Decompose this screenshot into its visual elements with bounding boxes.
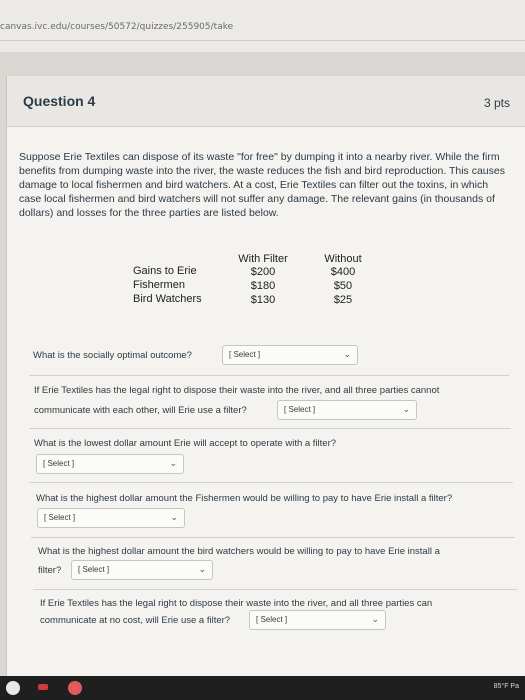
item-1-select[interactable] [222,345,358,365]
item-2-select[interactable] [277,400,417,420]
select-value: [ Select ] [78,565,110,574]
select-value: [ Select ] [256,615,288,624]
select-value: [ Select ] [43,459,75,468]
app-icon[interactable] [38,684,48,690]
item-6-text-cont: communicate at no cost, will Erie use a filter? [40,615,231,626]
table-cell: $25 [333,294,353,306]
table-row-label: Bird Watchers [133,293,202,305]
item-3-select[interactable] [36,454,184,474]
divider [29,482,513,483]
question-header [7,76,525,127]
question-title: Question 4 [23,93,96,109]
table-cell: $180 [250,280,276,292]
divider [33,589,517,590]
table-row-label: Fishermen [133,279,185,291]
item-6-select[interactable] [249,610,386,630]
start-icon[interactable] [6,681,20,695]
table-cell: $200 [250,266,276,278]
item-4-text: What is the highest dollar amount the Fishermen would be willing to pay to have Erie install a filter? [36,493,453,504]
divider [29,375,509,376]
table-header-with-filter: With Filter [238,253,288,265]
os-taskbar [0,676,525,700]
chevron-down-icon: ⌄ [371,614,379,624]
item-1-text: What is the socially optimal outcome? [33,350,192,361]
table-cell: $130 [250,294,276,306]
browser-toolbar [0,0,525,52]
chevron-down-icon: ⌄ [169,458,177,468]
item-4-select[interactable] [37,508,185,528]
browser-icon[interactable] [68,681,82,695]
chevron-down-icon: ⌄ [402,404,410,414]
item-2-text-cont: communicate with each other, will Erie use a filter? [34,405,247,416]
table-row-label: Gains to Erie [133,265,197,277]
chevron-down-icon: ⌄ [170,512,178,522]
item-5-text-cont: filter? [38,565,62,576]
question-body-text: Suppose Erie Textiles can dispose of its waste "for free" by dumping it into a nearby river. While the firm benefits from dumping waste into the river, the waste reduces the fish and bird reproduction. This causes damage to local fishermen and bird watchers. At a cost, Erie Textiles can filter out the toxins, in which case local fishermen and bird watchers will not suffer any damage. The relevant gains (in thousands of dollars) and losses for the three parties are listed below. [19,151,505,219]
table-cell: $50 [333,280,353,292]
divider [31,537,515,538]
select-value: [ Select ] [284,405,316,414]
item-5-text: What is the highest dollar amount the bird watchers would be willing to pay to have Erie install a [38,546,440,557]
item-2-text: If Erie Textiles has the legal right to dispose their waste into the river, and all three parties cannot [34,385,440,396]
question-body [19,150,509,220]
divider [29,428,511,429]
question-points: 3 pts [483,96,510,110]
toolbar-divider [0,40,525,41]
chevron-down-icon: ⌄ [343,349,351,359]
select-value: [ Select ] [229,350,261,359]
chevron-down-icon: ⌄ [198,564,206,574]
weather-readout[interactable]: 85°F Pa [493,683,519,690]
select-value: [ Select ] [44,513,76,522]
item-5-select[interactable] [71,560,213,580]
table-header-without: Without [324,253,362,265]
item-6-text: If Erie Textiles has the legal right to dispose their waste into the river, and all three parties can [40,598,433,609]
table-cell: $400 [330,266,356,278]
address-bar[interactable]: canvas.ivc.edu/courses/50572/quizzes/255905/take [0,22,234,32]
item-3-text: What is the lowest dollar amount Erie will accept to operate with a filter? [34,438,337,449]
